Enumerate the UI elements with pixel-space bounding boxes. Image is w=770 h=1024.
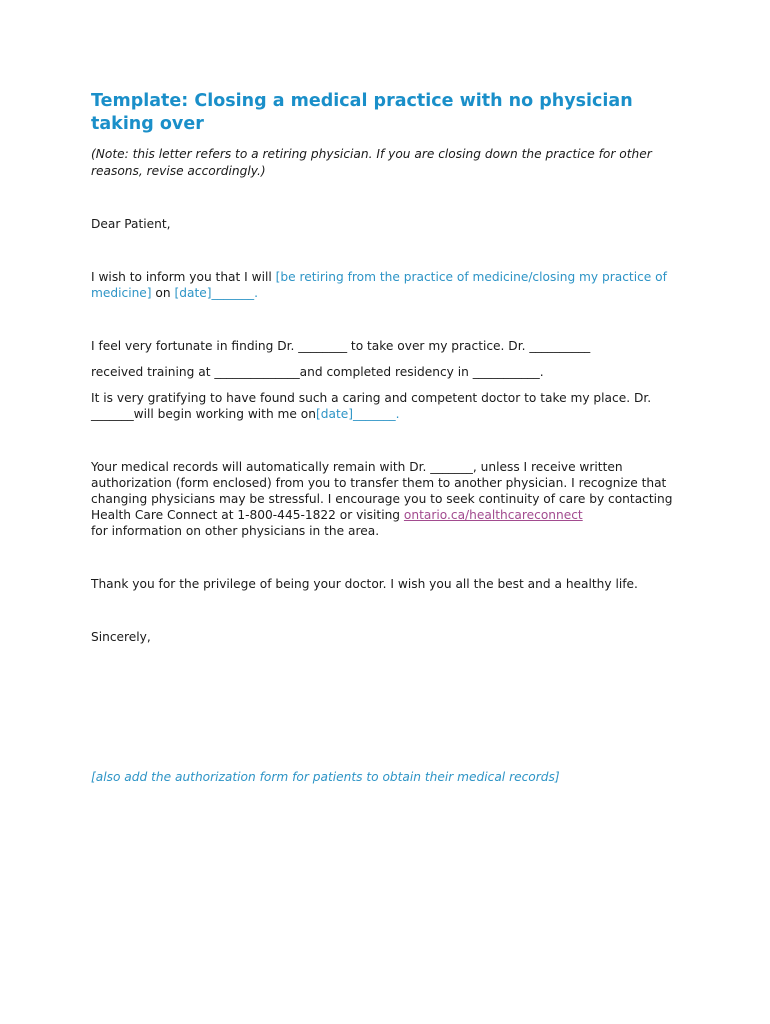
inform-placeholder-reason: [be retiring from the practice of medicine/closing my practice of medicine] xyxy=(91,270,667,300)
template-note: (Note: this letter refers to a retiring physician. If you are closing down the practice for other reasons, revise accordingly.) xyxy=(91,147,652,178)
training-paragraph: received training at ______________and completed residency in ___________. xyxy=(91,365,544,379)
authorization-form-note: [also add the authorization form for patients to obtain their medical records] xyxy=(91,770,560,784)
gratifying-placeholder-date: [date]_______. xyxy=(315,407,400,421)
inform-prefix: I wish to inform you that I will xyxy=(91,270,276,284)
inform-paragraph xyxy=(91,269,681,301)
letter-page xyxy=(91,90,681,785)
inform-mid: on xyxy=(151,286,175,300)
records-suffix: for information on other physicians in the area. xyxy=(91,524,380,538)
inform-placeholder-date: [date]_______. xyxy=(174,286,259,300)
thanks-paragraph: Thank you for the privilege of being your doctor. I wish you all the best and a healthy life. xyxy=(91,577,638,591)
records-text: Your medical records will automatically remain with Dr. _______, unless I receive written authorization (form enclosed) from you to transfer them to another physician. I recognize that changing physicians may be stressful. I encourage you to seek continuity of care by contacting Health Care Connect at 1-800-445-1822 or visiting xyxy=(91,460,673,522)
gratifying-text: It is very gratifying to have found such a caring and competent doctor to take my place. Dr. _______will begin working with me on xyxy=(91,391,652,421)
page-title: Template: Closing a medical practice with no physician taking over xyxy=(91,91,633,134)
closing: Sincerely, xyxy=(91,630,151,644)
greeting: Dear Patient, xyxy=(91,217,171,231)
fortunate-paragraph: I feel very fortunate in finding Dr. ________ to take over my practice. Dr. __________ xyxy=(91,339,591,353)
gratifying-paragraph xyxy=(91,390,681,422)
records-paragraph xyxy=(91,459,681,539)
health-care-connect-link[interactable]: ontario.ca/healthcareconnect xyxy=(403,508,583,522)
